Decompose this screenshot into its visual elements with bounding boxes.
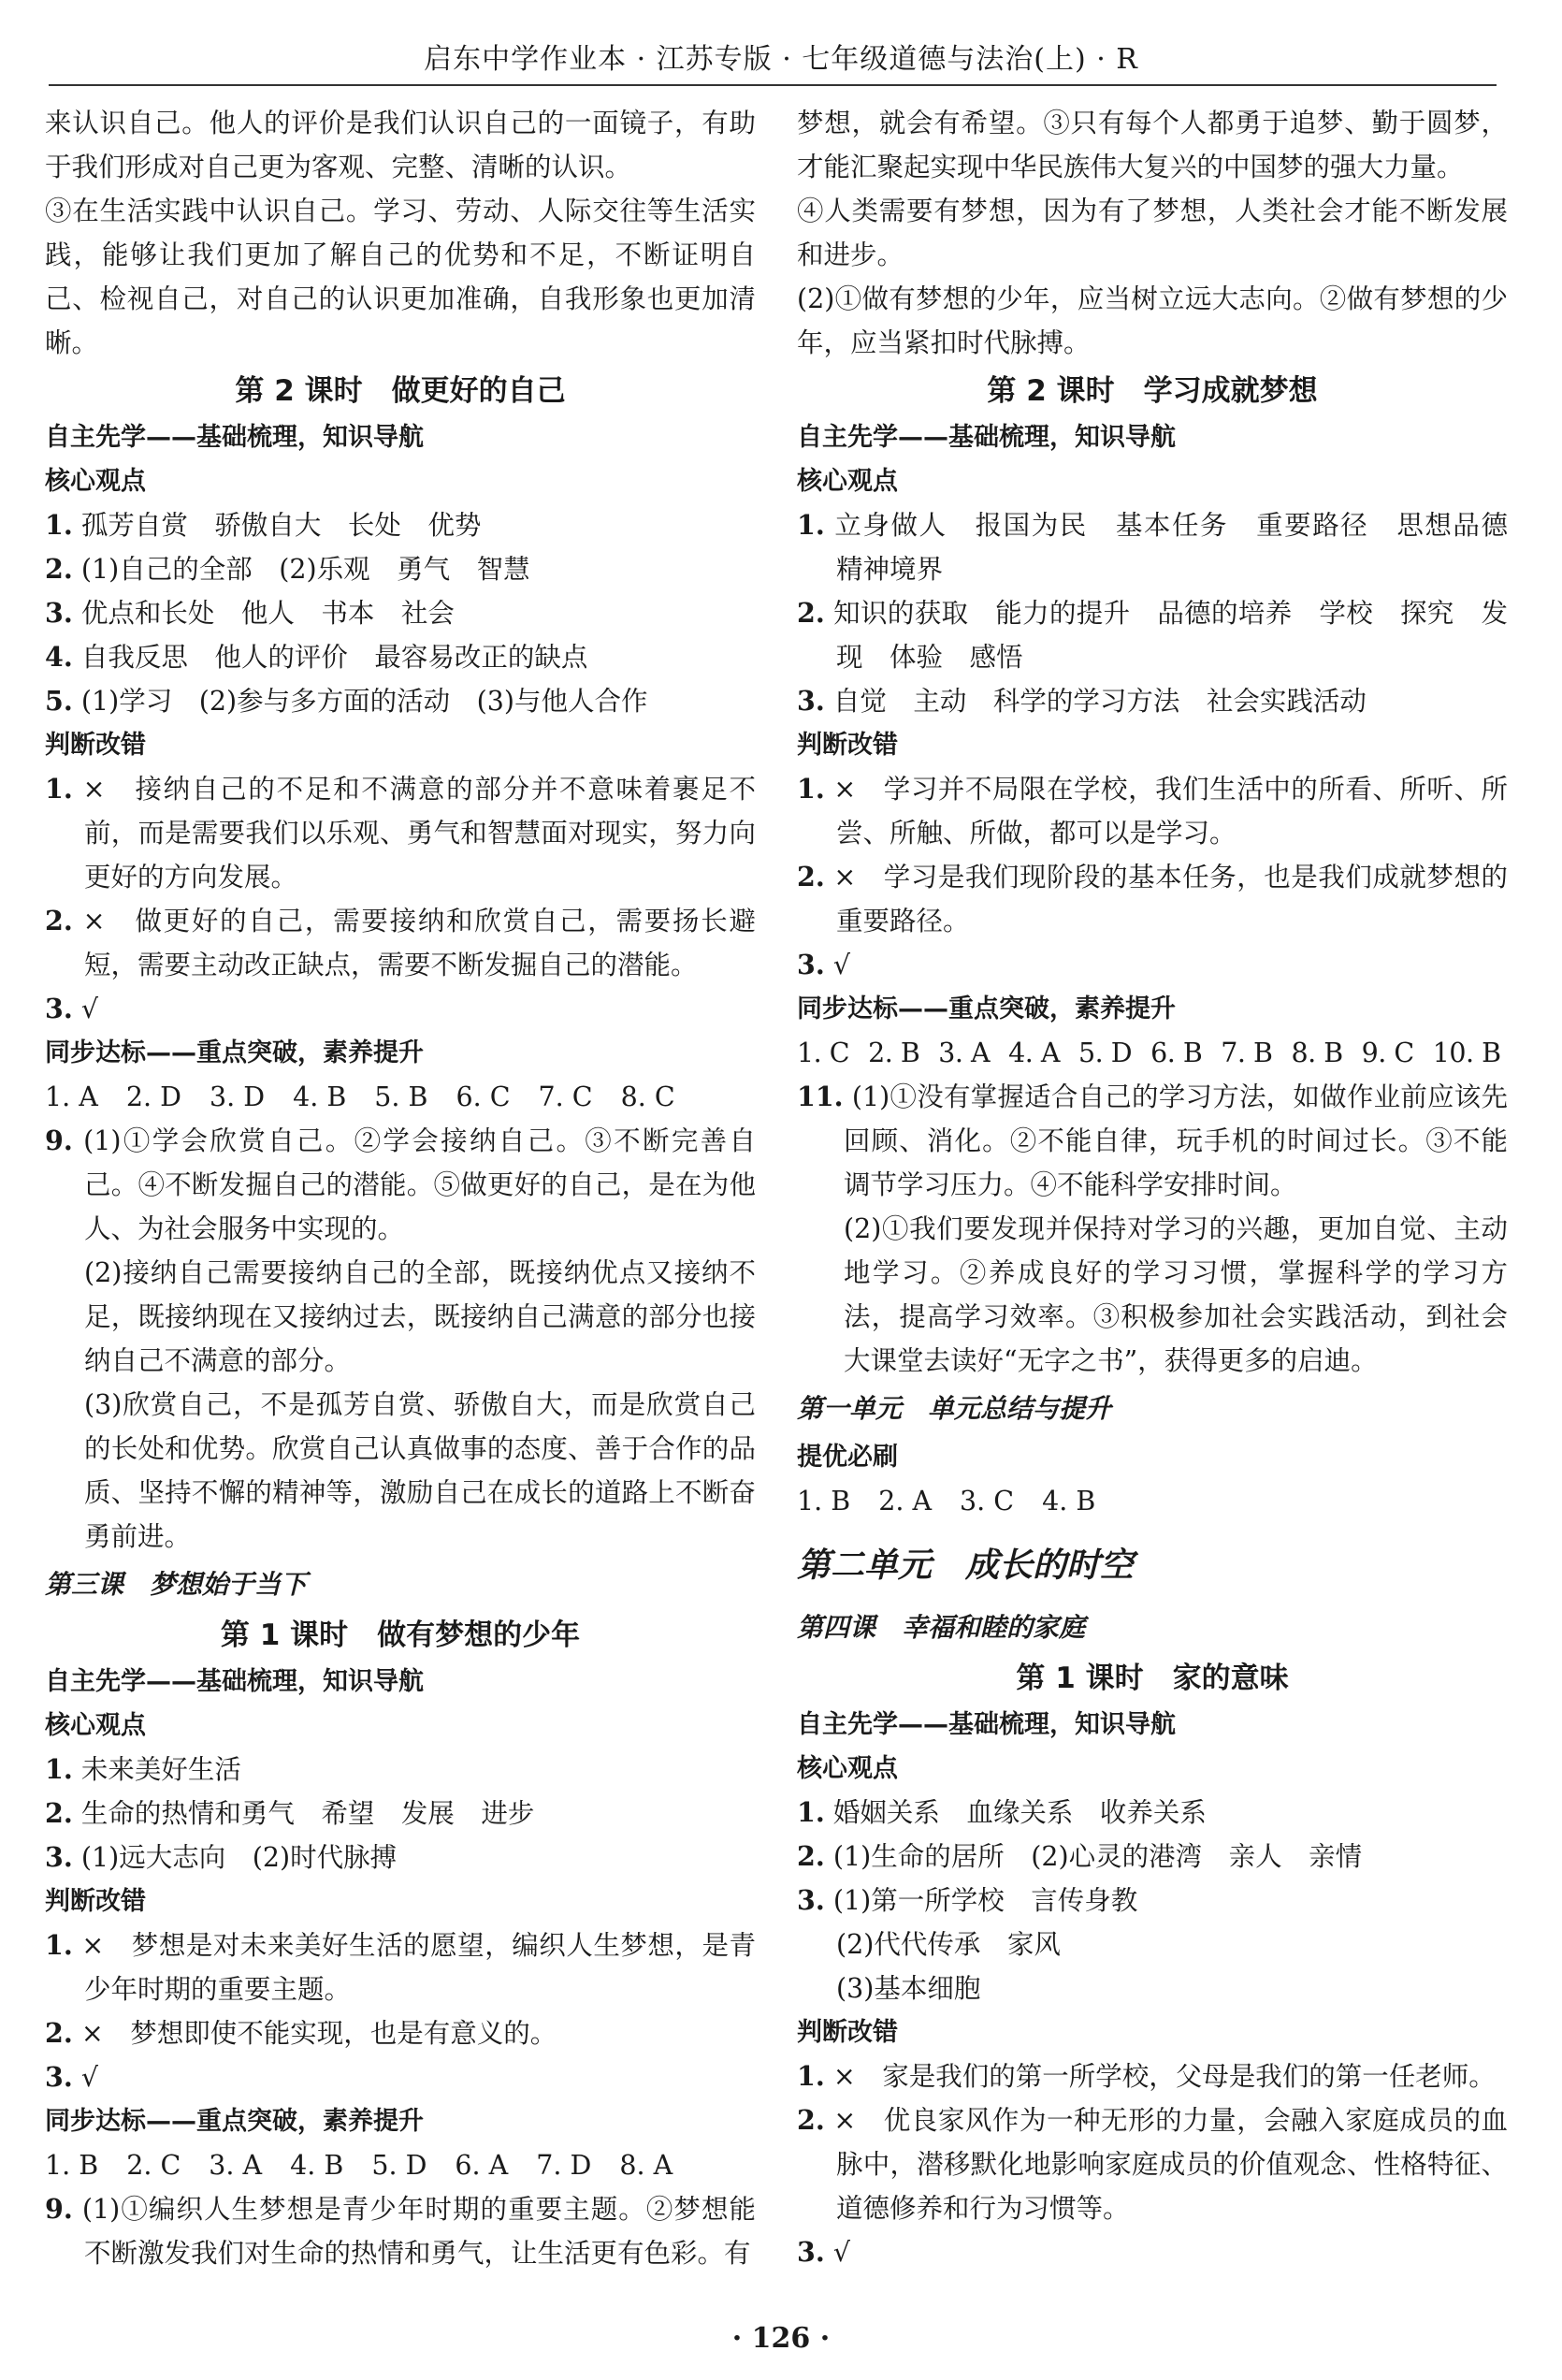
answer-item: 1. 未来美好生活 (45, 1753, 241, 1785)
unit-heading: 第二单元 成长的时空 (797, 1546, 1135, 1585)
answer-item: 3. √ (45, 2061, 98, 2093)
answer-item: 2. × 做更好的自己，需要接纳和欣赏自己，需要扬长避短，需要主动改正缺点，需要不断发掘自己的潜能。 (45, 905, 757, 980)
answer-item: 3. 优点和长处 他人 书本 社会 (45, 597, 455, 629)
answer-item: 2. 知识的获取 能力的提升 品德的培养 学校 探究 发现 体验 感悟 (797, 597, 1508, 673)
answer-subitem: (2)接纳自己需要接纳自己的全部，既接纳优点又接纳不足，既接纳现在又接纳过去，既接纳自己满意的部分也接纳自己不满意的部分。 (84, 1257, 756, 1376)
answer-item: 3. (1)第一所学校 言传身教 (797, 1884, 1138, 1916)
unit-summary-heading: 第一单元 单元总结与提升 (797, 1393, 1112, 1424)
section-heading: 自主先学——基础梳理，知识导航 (45, 1667, 424, 1696)
answer-item: 3. √ (797, 949, 850, 980)
subsection-heading: 判断改错 (797, 2018, 898, 2047)
answer-item: 2. (1)自己的全部 (2)乐观 勇气 智慧 (45, 553, 530, 585)
subsection-heading: 核心观点 (45, 467, 146, 496)
header-rule (49, 84, 1497, 86)
answer-item: 1. × 学习并不局限在学校，我们生活中的所看、所听、所尝、所触、所做，都可以是学习。 (797, 773, 1508, 849)
paragraph: (2)①做有梦想的少年，应当树立远大志向。②做有梦想的少年，应当紧扣时代脉搏。 (797, 283, 1508, 358)
answer-item: 1. × 家是我们的第一所学校，父母是我们的第一任老师。 (797, 2060, 1496, 2092)
answer-item: 3. 自觉 主动 科学的学习方法 社会实践活动 (797, 685, 1367, 717)
answer-item: 2. 生命的热情和勇气 希望 发展 进步 (45, 1797, 535, 1829)
answer-item: 2. (1)生命的居所 (2)心灵的港湾 亲人 亲情 (797, 1840, 1363, 1872)
paragraph: 梦想，就会有希望。③只有每个人都勇于追梦、勤于圆梦，才能汇聚起实现中华民族伟大复兴的中国梦的强大力量。 (797, 108, 1508, 182)
lesson-title: 第 1 课时 做有梦想的少年 (220, 1618, 581, 1652)
answer-item: 1. 立身做人 报国为民 基本任务 重要路径 思想品德 精神境界 (797, 509, 1535, 585)
subsection-heading: 提优必刷 (797, 1443, 898, 1472)
answer-item: 11. (1)①没有掌握适合自己的学习方法，如做作业前应该先回顾、消化。②不能自律，玩手机的时间过长。③不能调节学习压力。④不能科学安排时间。 (797, 1081, 1509, 1200)
paragraph: 来认识自己。他人的评价是我们认识自己的一面镜子，有助于我们形成对自己更为客观、完整、清晰的认识。 (45, 108, 756, 182)
answer-subitem: (3)基本细胞 (836, 1973, 981, 2004)
subsection-heading: 判断改错 (797, 731, 898, 760)
subsection-heading: 判断改错 (45, 1887, 146, 1916)
subsection-heading: 核心观点 (797, 1754, 898, 1783)
section-heading: 自主先学——基础梳理，知识导航 (797, 1710, 1176, 1739)
paragraph: ④人类需要有梦想，因为有了梦想，人类社会才能不断发展和进步。 (797, 196, 1508, 270)
answer-item: 2. × 梦想即使不能实现，也是有意义的。 (45, 2017, 557, 2049)
running-header: 启东中学作业本 · 江苏专版 · 七年级道德与法治(上) · R (424, 43, 1138, 76)
answer-item: 9. (1)①编织人生梦想是青少年时期的重要主题。②梦想能不断激发我们对生命的热情和勇气，让生活更有色彩。有 (45, 2193, 757, 2269)
section-heading: 自主先学——基础梳理，知识导航 (797, 423, 1176, 452)
section-heading: 自主先学——基础梳理，知识导航 (45, 423, 424, 452)
right-column (797, 101, 1535, 2274)
answer-item: 3. (1)远大志向 (2)时代脉搏 (45, 1841, 398, 1873)
answer-item: 3. √ (797, 2236, 850, 2268)
lesson-heading: 第四课 幸福和睦的家庭 (797, 1612, 1086, 1643)
subsection-heading: 核心观点 (797, 467, 898, 496)
mc-answers: 1. C 2. B 3. A 4. A 5. D 6. B 7. B 8. B 9. C 10. B (797, 1038, 1501, 1068)
section-heading: 同步达标——重点突破，素养提升 (797, 994, 1176, 1023)
answer-item: 1. × 梦想是对未来美好生活的愿望，编织人生梦想，是青少年时期的重要主题。 (45, 1929, 756, 2005)
subsection-heading: 核心观点 (45, 1711, 146, 1740)
answer-item: 3. √ (45, 993, 98, 1024)
answer-item: 4. 自我反思 他人的评价 最容易改正的缺点 (45, 641, 588, 673)
mc-answers: 1. A 2. D 3. D 4. B 5. B 6. C 7. C 8. C (45, 1081, 675, 1112)
left-column (45, 101, 756, 2275)
lesson-title: 第 1 课时 家的意味 (1016, 1662, 1289, 1695)
lesson-heading: 第三课 梦想始于当下 (45, 1569, 308, 1600)
answer-item: 1. 婚姻关系 血缘关系 收养关系 (797, 1796, 1207, 1828)
page-number: · 126 · (731, 2322, 831, 2355)
answer-item: 2. × 优良家风作为一种无形的力量，会融入家庭成员的血脉中，潜移默化地影响家庭成员的价值观念、性格特征、道德修养和行为习惯等。 (797, 2104, 1508, 2224)
answer-item: 9. (1)①学会欣赏自己。②学会接纳自己。③不断完善自己。④不断发掘自己的潜能。⑤做更好的自己，是在为他人、为社会服务中实现的。 (45, 1125, 757, 1244)
answer-subitem: (3)欣赏自己，不是孤芳自赏、骄傲自大，而是欣赏自己的长处和优势。欣赏自己认真做事的态度、善于合作的品质、坚持不懈的精神等，激励自己在成长的道路上不断奋勇前进。 (84, 1389, 756, 1552)
answer-item: 1. 孤芳自赏 骄傲自大 长处 优势 (45, 509, 482, 541)
lesson-title: 第 2 课时 学习成就梦想 (987, 374, 1318, 408)
answer-item: 1. × 接纳自己的不足和不满意的部分并不意味着裹足不前，而是需要我们以乐观、勇气和智慧面对现实，努力向更好的方向发展。 (45, 773, 757, 892)
answer-item: 2. × 学习是我们现阶段的基本任务，也是我们成就梦想的重要路径。 (797, 861, 1508, 936)
paragraph: ③在生活实践中认识自己。学习、劳动、人际交往等生活实践，能够让我们更加了解自己的优势和不足，不断证明自己、检视自己，对自己的认识更加准确，自我形象也更加清晰。 (45, 196, 756, 358)
section-heading: 同步达标——重点突破，素养提升 (45, 1038, 424, 1067)
subsection-heading: 判断改错 (45, 731, 146, 760)
answer-item: 5. (1)学习 (2)参与多方面的活动 (3)与他人合作 (45, 685, 648, 717)
mc-answers: 1. B 2. A 3. C 4. B (797, 1486, 1096, 1517)
mc-answers: 1. B 2. C 3. A 4. B 5. D 6. A 7. D 8. A (45, 2150, 673, 2181)
section-heading: 同步达标——重点突破，素养提升 (45, 2107, 424, 2136)
answer-subitem: (2)①我们要发现并保持对学习的兴趣，更加自觉、主动地学习。②养成良好的学习习惯，掌握科学的学习方法，提高学习效率。③积极参加社会实践活动，到社会大课堂去读好“无字之书”，获得更多的启迪。 (844, 1213, 1508, 1376)
answer-subitem: (2)代代传承 家风 (836, 1929, 1061, 1960)
lesson-title: 第 2 课时 做更好的自己 (235, 374, 566, 408)
